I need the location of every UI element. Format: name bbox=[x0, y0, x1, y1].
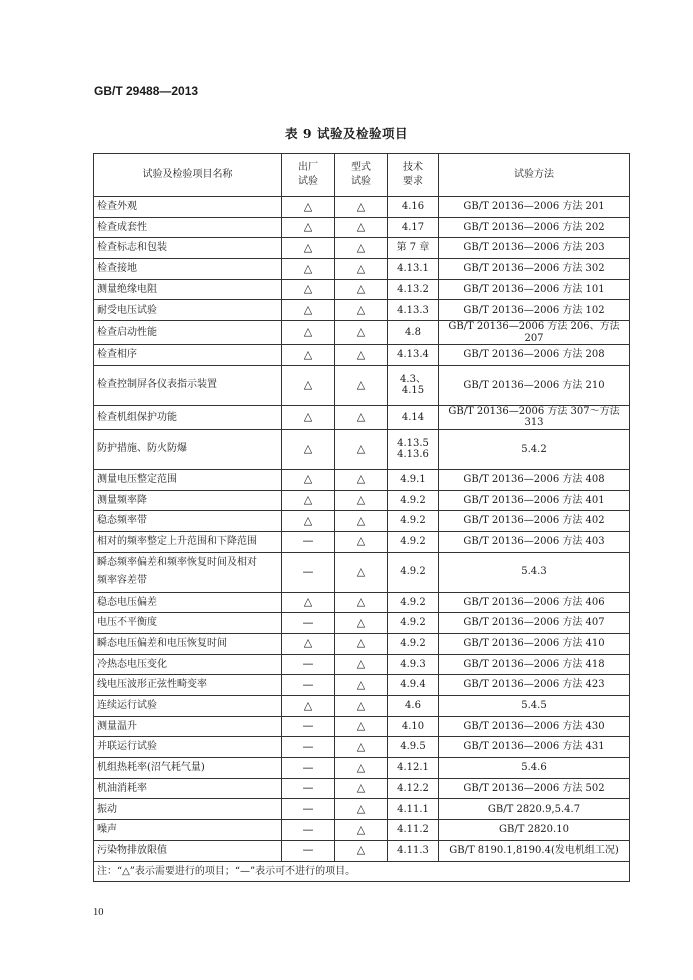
item-name-cell: 测量频率降 bbox=[94, 490, 282, 511]
type-test-cell: △ bbox=[335, 429, 388, 469]
type-test-cell: △ bbox=[335, 345, 388, 366]
factory-test-cell: △ bbox=[282, 592, 335, 613]
item-name-cell: 线电压波形正弦性畸变率 bbox=[94, 675, 282, 696]
method-cell: 5.4.5 bbox=[439, 696, 630, 717]
item-name-cell: 防护措施、防火防爆 bbox=[94, 429, 282, 469]
factory-test-cell: △ bbox=[282, 405, 335, 429]
item-name-cell: 冷热态电压变化 bbox=[94, 654, 282, 675]
type-test-cell: △ bbox=[335, 321, 388, 345]
factory-test-cell: △ bbox=[282, 696, 335, 717]
requirement-cell: 4.9.2 bbox=[388, 613, 439, 634]
table-row bbox=[94, 758, 630, 779]
factory-test-cell: △ bbox=[282, 429, 335, 469]
factory-test-cell: — bbox=[282, 654, 335, 675]
requirement-cell: 4.6 bbox=[388, 696, 439, 717]
item-name-cell: 噪声 bbox=[94, 820, 282, 841]
method-cell: GB/T 20136—2006 方法 502 bbox=[439, 778, 630, 799]
method-cell: GB/T 20136—2006 方法 401 bbox=[439, 490, 630, 511]
type-test-cell: △ bbox=[335, 696, 388, 717]
method-cell: GB/T 20136—2006 方法 208 bbox=[439, 345, 630, 366]
method-cell: GB/T 20136—2006 方法 408 bbox=[439, 469, 630, 490]
type-test-cell: △ bbox=[335, 405, 388, 429]
table-row bbox=[94, 217, 630, 238]
factory-test-cell: — bbox=[282, 778, 335, 799]
method-cell: GB/T 20136—2006 方法 307～方法 313 bbox=[439, 405, 630, 429]
table-row bbox=[94, 469, 630, 490]
type-test-cell: △ bbox=[335, 217, 388, 238]
factory-test-cell: — bbox=[282, 613, 335, 634]
table-row bbox=[94, 633, 630, 654]
type-test-cell: △ bbox=[335, 300, 388, 321]
item-name-cell: 检查启动性能 bbox=[94, 321, 282, 345]
col-header-requirement: 技术 要求 bbox=[388, 154, 439, 197]
col-header-name: 试验及检验项目名称 bbox=[94, 154, 282, 197]
requirement-cell: 4.9.5 bbox=[388, 737, 439, 758]
type-test-cell: △ bbox=[335, 238, 388, 259]
factory-test-cell: △ bbox=[282, 259, 335, 280]
requirement-cell: 4.13.3 bbox=[388, 300, 439, 321]
requirement-cell: 4.13.5 4.13.6 bbox=[388, 429, 439, 469]
table-row bbox=[94, 511, 630, 532]
table-row bbox=[94, 840, 630, 861]
table-row bbox=[94, 279, 630, 300]
item-name-cell: 振动 bbox=[94, 799, 282, 820]
method-cell: GB/T 20136—2006 方法 430 bbox=[439, 716, 630, 737]
factory-test-cell: — bbox=[282, 552, 335, 592]
table-row bbox=[94, 429, 630, 469]
page-number: 10 bbox=[93, 907, 104, 918]
factory-test-cell: — bbox=[282, 737, 335, 758]
requirement-cell: 4.9.2 bbox=[388, 511, 439, 532]
item-name-cell: 检查机组保护功能 bbox=[94, 405, 282, 429]
type-test-cell: △ bbox=[335, 737, 388, 758]
type-test-cell: △ bbox=[335, 633, 388, 654]
method-cell: GB/T 20136—2006 方法 202 bbox=[439, 217, 630, 238]
col-header-method: 试验方法 bbox=[439, 154, 630, 197]
table-row bbox=[94, 365, 630, 405]
item-name-cell: 稳态电压偏差 bbox=[94, 592, 282, 613]
table-row bbox=[94, 238, 630, 259]
requirement-cell: 4.11.3 bbox=[388, 840, 439, 861]
table-row bbox=[94, 592, 630, 613]
requirement-cell: 4.11.2 bbox=[388, 820, 439, 841]
table-row bbox=[94, 696, 630, 717]
method-cell: GB/T 20136—2006 方法 201 bbox=[439, 197, 630, 218]
item-name-cell: 瞬态频率偏差和频率恢复时间及相对 频率容差带 bbox=[94, 552, 282, 592]
type-test-cell: △ bbox=[335, 840, 388, 861]
method-cell: GB/T 20136—2006 方法 418 bbox=[439, 654, 630, 675]
factory-test-cell: △ bbox=[282, 511, 335, 532]
col-header-type-test: 型式 试验 bbox=[335, 154, 388, 197]
factory-test-cell: — bbox=[282, 799, 335, 820]
table-row bbox=[94, 321, 630, 345]
table-row bbox=[94, 405, 630, 429]
factory-test-cell: △ bbox=[282, 365, 335, 405]
table-row bbox=[94, 300, 630, 321]
item-name-cell: 测量温升 bbox=[94, 716, 282, 737]
table-row bbox=[94, 552, 630, 592]
type-test-cell: △ bbox=[335, 469, 388, 490]
factory-test-cell: △ bbox=[282, 490, 335, 511]
requirement-cell: 4.9.1 bbox=[388, 469, 439, 490]
method-cell: GB/T 20136—2006 方法 431 bbox=[439, 737, 630, 758]
requirement-cell: 4.13.2 bbox=[388, 279, 439, 300]
method-cell: 5.4.2 bbox=[439, 429, 630, 469]
requirement-cell: 4.9.4 bbox=[388, 675, 439, 696]
factory-test-cell: △ bbox=[282, 300, 335, 321]
requirement-cell: 4.14 bbox=[388, 405, 439, 429]
item-name-cell: 并联运行试验 bbox=[94, 737, 282, 758]
type-test-cell: △ bbox=[335, 654, 388, 675]
item-name-cell: 机组热耗率(沼气耗气量) bbox=[94, 758, 282, 779]
method-cell: GB/T 20136—2006 方法 206、方法 207 bbox=[439, 321, 630, 345]
item-name-cell: 连续运行试验 bbox=[94, 696, 282, 717]
type-test-cell: △ bbox=[335, 778, 388, 799]
item-name-cell: 检查相序 bbox=[94, 345, 282, 366]
type-test-cell: △ bbox=[335, 197, 388, 218]
requirement-cell: 4.9.3 bbox=[388, 654, 439, 675]
requirement-cell: 4.12.1 bbox=[388, 758, 439, 779]
factory-test-cell: — bbox=[282, 675, 335, 696]
item-name-cell: 瞬态电压偏差和电压恢复时间 bbox=[94, 633, 282, 654]
table-title: 表 9 试验及检验项目 bbox=[285, 126, 408, 141]
requirement-cell: 4.9.2 bbox=[388, 490, 439, 511]
requirement-cell: 4.12.2 bbox=[388, 778, 439, 799]
table-row bbox=[94, 820, 630, 841]
method-cell: GB/T 20136—2006 方法 210 bbox=[439, 365, 630, 405]
factory-test-cell: △ bbox=[282, 238, 335, 259]
requirement-cell: 4.9.2 bbox=[388, 592, 439, 613]
factory-test-cell: — bbox=[282, 758, 335, 779]
method-cell: 5.4.3 bbox=[439, 552, 630, 592]
table-row bbox=[94, 531, 630, 552]
requirement-cell: 4.13.4 bbox=[388, 345, 439, 366]
requirement-cell: 第 7 章 bbox=[388, 238, 439, 259]
factory-test-cell: △ bbox=[282, 197, 335, 218]
requirement-cell: 4.3、 4.15 bbox=[388, 365, 439, 405]
factory-test-cell: △ bbox=[282, 469, 335, 490]
method-cell: 5.4.6 bbox=[439, 758, 630, 779]
table-row bbox=[94, 613, 630, 634]
item-name-cell: 测量绝缘电阻 bbox=[94, 279, 282, 300]
type-test-cell: △ bbox=[335, 820, 388, 841]
method-cell: GB/T 20136—2006 方法 203 bbox=[439, 238, 630, 259]
factory-test-cell: △ bbox=[282, 345, 335, 366]
method-cell: GB/T 20136—2006 方法 406 bbox=[439, 592, 630, 613]
requirement-cell: 4.8 bbox=[388, 321, 439, 345]
method-cell: GB/T 20136—2006 方法 410 bbox=[439, 633, 630, 654]
method-cell: GB/T 2820.10 bbox=[439, 820, 630, 841]
factory-test-cell: — bbox=[282, 531, 335, 552]
method-cell: GB/T 20136—2006 方法 403 bbox=[439, 531, 630, 552]
type-test-cell: △ bbox=[335, 490, 388, 511]
item-name-cell: 耐受电压试验 bbox=[94, 300, 282, 321]
item-name-cell: 电压不平衡度 bbox=[94, 613, 282, 634]
factory-test-cell: △ bbox=[282, 321, 335, 345]
factory-test-cell: — bbox=[282, 716, 335, 737]
type-test-cell: △ bbox=[335, 365, 388, 405]
test-items-table bbox=[93, 153, 630, 882]
type-test-cell: △ bbox=[335, 592, 388, 613]
table-row bbox=[94, 654, 630, 675]
item-name-cell: 相对的频率整定上升范围和下降范围 bbox=[94, 531, 282, 552]
factory-test-cell: △ bbox=[282, 217, 335, 238]
table-row bbox=[94, 197, 630, 218]
factory-test-cell: △ bbox=[282, 279, 335, 300]
item-name-cell: 测量电压整定范围 bbox=[94, 469, 282, 490]
table-header-row bbox=[94, 154, 630, 197]
type-test-cell: △ bbox=[335, 259, 388, 280]
method-cell: GB/T 20136—2006 方法 402 bbox=[439, 511, 630, 532]
table-row bbox=[94, 345, 630, 366]
item-name-cell: 污染物排放限值 bbox=[94, 840, 282, 861]
method-cell: GB/T 20136—2006 方法 407 bbox=[439, 613, 630, 634]
method-cell: GB/T 2820.9,5.4.7 bbox=[439, 799, 630, 820]
type-test-cell: △ bbox=[335, 675, 388, 696]
standard-code: GB/T 29488—2013 bbox=[94, 84, 199, 98]
type-test-cell: △ bbox=[335, 511, 388, 532]
requirement-cell: 4.17 bbox=[388, 217, 439, 238]
type-test-cell: △ bbox=[335, 716, 388, 737]
method-cell: GB/T 20136—2006 方法 101 bbox=[439, 279, 630, 300]
method-cell: GB/T 20136—2006 方法 302 bbox=[439, 259, 630, 280]
requirement-cell: 4.9.2 bbox=[388, 633, 439, 654]
table-row bbox=[94, 259, 630, 280]
item-name-cell: 检查控制屏各仪表指示装置 bbox=[94, 365, 282, 405]
table-note: 注：“△”表示需要进行的项目；“—”表示可不进行的项目。 bbox=[94, 861, 630, 882]
factory-test-cell: △ bbox=[282, 633, 335, 654]
table-row bbox=[94, 799, 630, 820]
type-test-cell: △ bbox=[335, 552, 388, 592]
col-header-factory-test: 出厂 试验 bbox=[282, 154, 335, 197]
type-test-cell: △ bbox=[335, 799, 388, 820]
type-test-cell: △ bbox=[335, 531, 388, 552]
requirement-cell: 4.9.2 bbox=[388, 531, 439, 552]
type-test-cell: △ bbox=[335, 758, 388, 779]
requirement-cell: 4.9.2 bbox=[388, 552, 439, 592]
method-cell: GB/T 20136—2006 方法 102 bbox=[439, 300, 630, 321]
factory-test-cell: — bbox=[282, 840, 335, 861]
requirement-cell: 4.16 bbox=[388, 197, 439, 218]
method-cell: GB/T 8190.1,8190.4(发电机组工况) bbox=[439, 840, 630, 861]
method-cell: GB/T 20136—2006 方法 423 bbox=[439, 675, 630, 696]
type-test-cell: △ bbox=[335, 613, 388, 634]
item-name-cell: 检查成套性 bbox=[94, 217, 282, 238]
type-test-cell: △ bbox=[335, 279, 388, 300]
requirement-cell: 4.11.1 bbox=[388, 799, 439, 820]
item-name-cell: 检查标志和包装 bbox=[94, 238, 282, 259]
table-row bbox=[94, 778, 630, 799]
table-row bbox=[94, 490, 630, 511]
table-row bbox=[94, 716, 630, 737]
table-row bbox=[94, 737, 630, 758]
item-name-cell: 检查接地 bbox=[94, 259, 282, 280]
table-note-row bbox=[94, 861, 630, 882]
requirement-cell: 4.13.1 bbox=[388, 259, 439, 280]
item-name-cell: 检查外观 bbox=[94, 197, 282, 218]
item-name-cell: 稳态频率带 bbox=[94, 511, 282, 532]
requirement-cell: 4.10 bbox=[388, 716, 439, 737]
item-name-cell: 机油消耗率 bbox=[94, 778, 282, 799]
factory-test-cell: — bbox=[282, 820, 335, 841]
table-row bbox=[94, 675, 630, 696]
